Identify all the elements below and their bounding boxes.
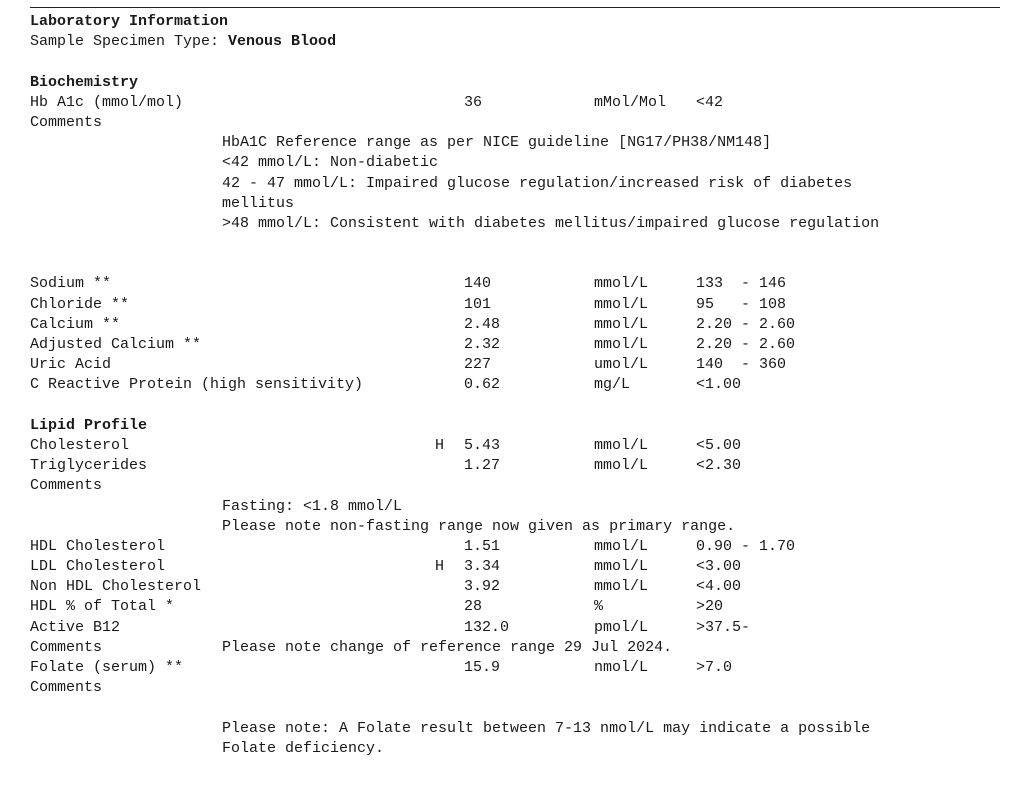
test-unit: mg/L (594, 376, 631, 394)
spacer (30, 254, 1010, 274)
test-value: 1.27 (464, 457, 501, 475)
test-reference-range: <42 (696, 93, 724, 111)
test-flag: H (435, 436, 445, 454)
comment-text: Fasting: <1.8 mmol/L (222, 497, 403, 515)
comment-line (30, 497, 1010, 517)
test-value: 132.0 (464, 618, 510, 636)
comment-line (30, 194, 1010, 214)
comments-label: Comments (30, 679, 103, 697)
test-value: 140 (464, 275, 492, 293)
test-value: 15.9 (464, 659, 501, 676)
result-row (30, 355, 1010, 375)
test-reference-range: 2.20 - 2.60 (696, 336, 796, 353)
test-name: HDL Cholesterol (30, 537, 166, 555)
comments-label: Comments (30, 638, 103, 656)
comment-text: >48 mmol/L: Consistent with diabetes mellitus/impaired glucose regulation (222, 214, 880, 232)
test-value: 101 (464, 295, 492, 313)
test-name: Hb A1c (mmol/mol) (30, 93, 184, 111)
result-row (30, 597, 1010, 617)
test-flag: H (435, 558, 445, 576)
lab-report (30, 12, 1010, 759)
test-name: Triglycerides (30, 457, 148, 475)
result-row (30, 315, 1010, 335)
specimen-type-row (30, 32, 1010, 52)
test-name: Active B12 (30, 618, 121, 636)
test-value: 1.51 (464, 537, 501, 555)
section-heading-biochemistry: Biochemistry (30, 73, 139, 91)
test-unit: mmol/L (594, 436, 649, 454)
test-reference-range: >20 (696, 598, 724, 616)
result-row-folate (30, 658, 1010, 678)
result-row (30, 456, 1010, 476)
test-reference-range: <3.00 (696, 558, 742, 576)
test-reference-range: >37.5- (696, 618, 751, 636)
specimen-value: Venous Blood (228, 33, 337, 51)
result-row (30, 537, 1010, 557)
result-row (30, 375, 1010, 395)
test-unit: % (594, 598, 604, 616)
comment-text: Please note non-fasting range now given as primary range. (222, 517, 736, 535)
test-unit: mmol/L (594, 537, 649, 555)
result-row (30, 618, 1010, 638)
test-name: HDL % of Total * (30, 598, 175, 616)
result-row (30, 577, 1010, 597)
section-heading-lipid-profile: Lipid Profile (30, 416, 148, 434)
test-unit: mmol/L (594, 275, 649, 293)
spacer (30, 396, 1010, 416)
test-name: Uric Acid (30, 356, 112, 374)
test-reference-range: <1.00 (696, 376, 742, 394)
result-row (30, 295, 1010, 315)
test-name: Sodium ** (30, 275, 112, 293)
test-reference-range: <4.00 (696, 578, 742, 596)
comment-text: mellitus (222, 194, 295, 212)
test-reference-range: 2.20 - 2.60 (696, 315, 796, 333)
result-row (30, 557, 1010, 577)
comment-line (30, 517, 1010, 537)
test-reference-range: <5.00 (696, 436, 742, 454)
test-reference-range: <2.30 (696, 457, 742, 475)
comment-line (30, 214, 1010, 234)
test-unit: umol/L (594, 356, 649, 374)
test-value: 36 (464, 93, 483, 111)
test-reference-range: 140 - 360 (696, 356, 787, 374)
comment-text: 42 - 47 mmol/L: Impaired glucose regulation/increased risk of diabetes (222, 174, 853, 192)
test-value: 5.43 (464, 436, 501, 454)
result-row (30, 274, 1010, 294)
test-name: Adjusted Calcium ** (30, 336, 202, 353)
test-unit: mMol/Mol (594, 93, 667, 111)
test-name: Chloride ** (30, 295, 130, 313)
comment-text: Folate deficiency. (222, 739, 385, 757)
result-row-hba1c (30, 93, 1010, 113)
comment-text: Please note: A Folate result between 7-13 nmol/L may indicate a possible (222, 719, 871, 737)
test-reference-range: 133 - 146 (696, 275, 787, 293)
test-name: Non HDL Cholesterol (30, 578, 202, 596)
comments-label: Comments (30, 113, 103, 131)
comment-text: HbA1C Reference range as per NICE guideline [NG17/PH38/NM148] (222, 134, 772, 152)
test-value: 2.48 (464, 315, 501, 333)
test-name: Cholesterol (30, 436, 130, 454)
test-reference-range: 0.90 - 1.70 (696, 537, 796, 555)
b12-comment-row (30, 638, 1010, 658)
spacer (30, 52, 1010, 72)
test-unit: nmol/L (594, 659, 649, 676)
comment-line (30, 133, 1010, 153)
spacer (30, 698, 1010, 718)
test-value: 3.34 (464, 558, 501, 576)
test-unit: mmol/L (594, 336, 649, 353)
biochemistry-results (30, 274, 1010, 395)
spacer (30, 234, 1010, 254)
test-value: 2.32 (464, 336, 501, 353)
test-reference-range: >7.0 (696, 659, 733, 676)
test-unit: mmol/L (594, 315, 649, 333)
comment-text: <42 mmol/L: Non-diabetic (222, 154, 439, 172)
top-rule (30, 7, 1000, 8)
test-value: 28 (464, 598, 483, 616)
test-unit: mmol/L (594, 578, 649, 596)
test-unit: mmol/L (594, 558, 649, 576)
result-row (30, 436, 1010, 456)
test-name: Folate (serum) ** (30, 659, 184, 676)
test-name: LDL Cholesterol (30, 558, 166, 576)
test-value: 227 (464, 356, 492, 374)
lipid-results-a (30, 436, 1010, 476)
specimen-label: Sample Specimen Type: (30, 33, 220, 51)
test-name: C Reactive Protein (high sensitivity) (30, 376, 364, 394)
test-value: 3.92 (464, 578, 501, 596)
test-unit: mmol/L (594, 457, 649, 475)
comments-label: Comments (30, 477, 103, 495)
comment-line (30, 174, 1010, 194)
comment-line (30, 739, 1010, 759)
test-unit: mmol/L (594, 295, 649, 313)
test-value: 0.62 (464, 376, 501, 394)
result-row (30, 335, 1010, 355)
test-unit: pmol/L (594, 618, 649, 636)
lipid-results-b (30, 537, 1010, 638)
comment-text: Please note change of reference range 29 Jul 2024. (222, 638, 673, 656)
test-reference-range: 95 - 108 (696, 295, 787, 313)
comment-line (30, 153, 1010, 173)
test-name: Calcium ** (30, 315, 121, 333)
report-title: Laboratory Information (30, 13, 229, 30)
comment-line (30, 719, 1010, 739)
